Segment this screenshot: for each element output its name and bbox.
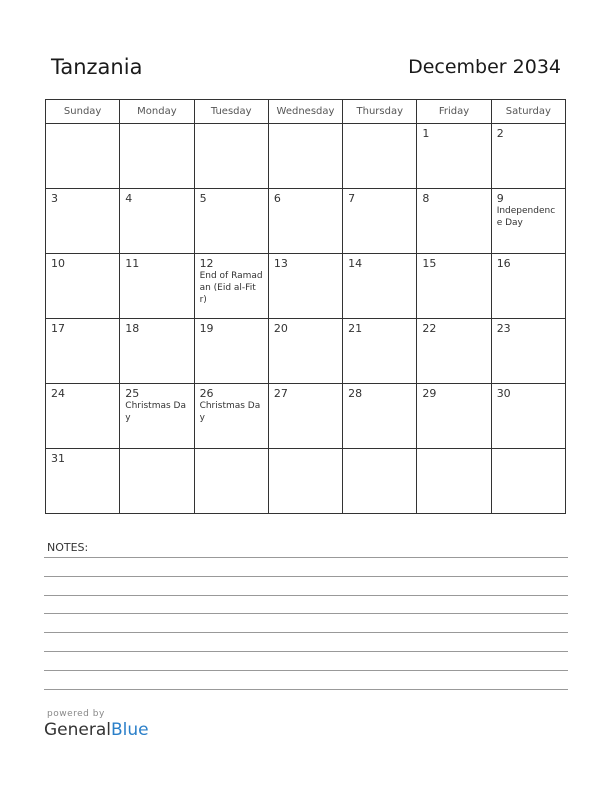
day-number: 6 — [273, 192, 281, 205]
day-number: 15 — [422, 257, 437, 270]
notes-line — [44, 576, 568, 577]
day-number: 11 — [125, 257, 140, 270]
day-number: 8 — [422, 192, 430, 205]
day-number: 14 — [348, 257, 363, 270]
calendar-week-row — [46, 384, 566, 449]
notes-line — [44, 595, 568, 596]
day-number: 18 — [125, 322, 140, 335]
calendar-week-row — [46, 254, 566, 319]
calendar-day-cell — [491, 254, 565, 319]
day-number: 5 — [199, 192, 207, 205]
calendar-day-cell — [491, 384, 565, 449]
day-number: 4 — [125, 192, 133, 205]
day-number: 1 — [422, 127, 430, 140]
day-number: 30 — [496, 387, 511, 400]
calendar-day-cell — [343, 189, 417, 254]
holiday-label: Independence Day — [496, 206, 556, 228]
calendar-day-cell — [120, 189, 194, 254]
calendar-day-cell — [194, 449, 268, 514]
notes-label: NOTES: — [47, 541, 89, 554]
weekday-header: Sunday — [46, 100, 120, 124]
weekday-header-row — [46, 100, 566, 124]
calendar-week-row — [46, 189, 566, 254]
calendar-day-cell — [268, 449, 342, 514]
calendar-country-title: Tanzania — [51, 55, 143, 79]
calendar-day-cell — [120, 254, 194, 319]
day-number: 17 — [51, 322, 65, 335]
calendar-day-cell — [343, 449, 417, 514]
day-number: 25 — [125, 387, 140, 400]
day-number: 23 — [496, 322, 511, 335]
calendar-day-cell — [46, 254, 120, 319]
notes-line — [44, 557, 568, 558]
calendar-day-cell — [417, 254, 491, 319]
calendar-day-cell — [491, 319, 565, 384]
day-number: 3 — [51, 192, 58, 205]
notes-line — [44, 632, 568, 633]
day-number: 29 — [422, 387, 437, 400]
day-number: 7 — [348, 192, 356, 205]
notes-line — [44, 670, 568, 671]
weekday-header: Thursday — [343, 100, 417, 124]
notes-line — [44, 613, 568, 614]
calendar-day-cell — [491, 449, 565, 514]
brand-blue: Blue — [111, 720, 149, 740]
calendar-day-cell — [417, 189, 491, 254]
calendar-day-cell — [343, 384, 417, 449]
calendar-day-cell — [268, 189, 342, 254]
day-number: 20 — [273, 322, 288, 335]
holiday-label: Christmas Day — [199, 401, 261, 423]
calendar-day-cell — [491, 189, 565, 254]
calendar-day-cell — [343, 254, 417, 319]
calendar-day-cell — [268, 254, 342, 319]
day-number: 27 — [273, 387, 288, 400]
day-number: 16 — [496, 257, 511, 270]
calendar-day-cell — [268, 319, 342, 384]
holiday-label: Christmas Day — [125, 401, 186, 423]
calendar-week-row — [46, 124, 566, 189]
calendar-day-cell — [417, 124, 491, 189]
calendar-day-cell — [46, 189, 120, 254]
calendar-day-cell — [120, 124, 194, 189]
weekday-header: Monday — [120, 100, 194, 124]
day-number: 19 — [199, 322, 214, 335]
calendar-day-cell — [46, 319, 120, 384]
notes-line — [44, 689, 568, 690]
calendar-day-cell — [268, 384, 342, 449]
weekday-header: Saturday — [491, 100, 565, 124]
brand-general: General — [44, 720, 111, 740]
weekday-header: Tuesday — [194, 100, 268, 124]
day-number: 13 — [273, 257, 288, 270]
day-number: 22 — [422, 322, 437, 335]
day-number: 21 — [348, 322, 363, 335]
day-number: 2 — [496, 127, 504, 140]
calendar-week-row — [46, 449, 566, 514]
calendar-day-cell — [194, 319, 268, 384]
calendar-day-cell — [194, 384, 268, 449]
calendar-day-cell — [417, 384, 491, 449]
calendar-day-cell — [343, 124, 417, 189]
calendar-day-cell — [417, 449, 491, 514]
day-number: 9 — [496, 192, 504, 205]
calendar-grid — [45, 99, 566, 514]
weekday-header: Friday — [417, 100, 491, 124]
weekday-header: Wednesday — [268, 100, 342, 124]
calendar-day-cell — [491, 124, 565, 189]
calendar-day-cell — [46, 124, 120, 189]
day-number: 24 — [51, 387, 65, 400]
calendar-day-cell — [417, 319, 491, 384]
day-number: 12 — [199, 257, 214, 270]
calendar-day-cell — [194, 189, 268, 254]
generalblue-logo[interactable] — [44, 720, 149, 740]
powered-by-text: powered by — [47, 709, 105, 719]
calendar-day-cell — [343, 319, 417, 384]
day-number: 31 — [51, 452, 65, 465]
day-number: 10 — [51, 257, 65, 270]
day-number: 26 — [199, 387, 214, 400]
calendar-day-cell — [46, 449, 120, 514]
day-number: 28 — [348, 387, 363, 400]
calendar-day-cell — [120, 384, 194, 449]
calendar-day-cell — [46, 384, 120, 449]
calendar-month-title: December 2034 — [408, 56, 561, 78]
calendar-day-cell — [120, 449, 194, 514]
holiday-label: End of Ramadan (Eid al-Fitr) — [199, 271, 263, 305]
notes-line — [44, 651, 568, 652]
calendar-day-cell — [120, 319, 194, 384]
calendar-week-row — [46, 319, 566, 384]
calendar-day-cell — [268, 124, 342, 189]
calendar-day-cell — [194, 124, 268, 189]
calendar-day-cell — [194, 254, 268, 319]
